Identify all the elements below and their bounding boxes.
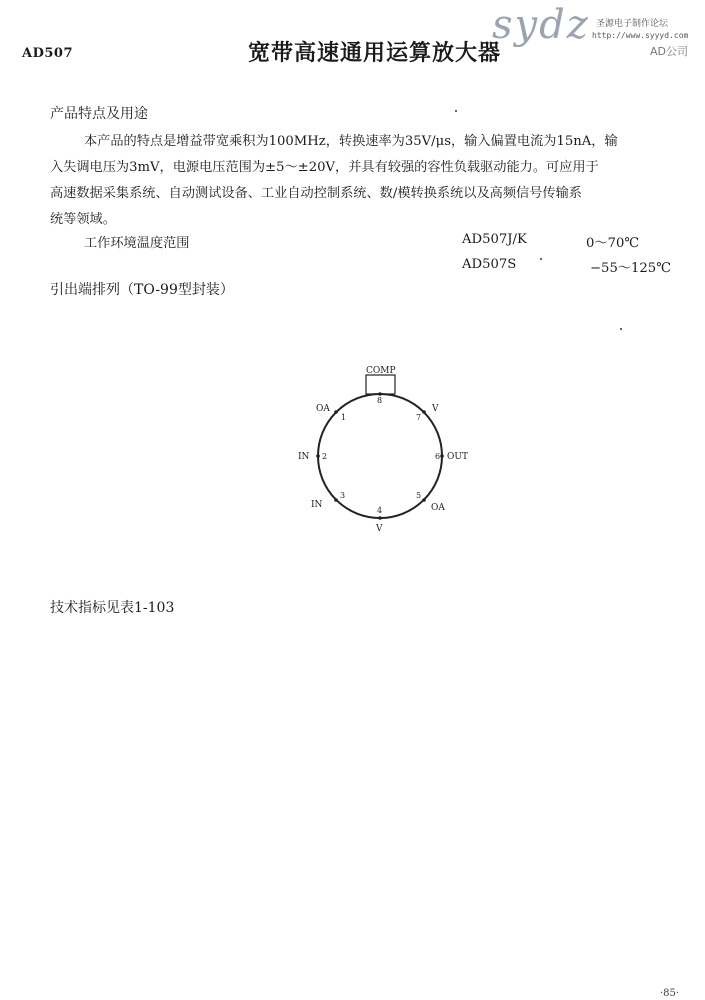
- pin-name-6: OUT: [447, 452, 468, 462]
- spec-reference: 技术指标见表1-103: [50, 600, 175, 616]
- pin-number-1: 1: [341, 413, 347, 422]
- pin-number-4: 4: [377, 506, 383, 515]
- watermark-forum-name: 圣源电子制作论坛: [596, 19, 669, 29]
- scan-speck: [620, 328, 622, 330]
- watermark-url: http://www.syyyd.com: [592, 31, 689, 40]
- features-line: 本产品的特点是增益带宽乘积为100MHz，转换速率为35V/μs，输入偏置电流为15nA，输: [84, 134, 618, 149]
- pin-dot-4: [378, 516, 382, 520]
- scan-speck: [540, 258, 542, 260]
- pin-name-3: IN: [311, 500, 323, 510]
- temperature-model: AD507S: [462, 257, 517, 272]
- page-title: 宽带高速通用运算放大器: [248, 40, 502, 66]
- pin-name-4: V: [376, 524, 383, 534]
- pin-dot-1: [334, 410, 338, 414]
- pin-name-2: IN: [298, 452, 310, 462]
- features-line: 统等领域。: [50, 212, 116, 227]
- temperature-range: −55～125℃: [590, 261, 671, 276]
- pin-name-7: V: [432, 404, 439, 414]
- watermark-company: AD公司: [650, 45, 688, 58]
- page-number: ·85·: [660, 988, 680, 999]
- pin-name-8: COMP: [366, 366, 396, 376]
- pin-dot-6: [440, 454, 444, 458]
- temperature-model: AD507J/K: [462, 232, 527, 247]
- features-heading: 产品特点及用途: [50, 106, 148, 122]
- watermark-logo: sydz: [492, 2, 590, 48]
- pin-number-8: 8: [377, 396, 383, 405]
- pin-name-1: OA: [316, 404, 330, 414]
- temperature-range: 0～70℃: [586, 236, 640, 251]
- comp-tab: [366, 375, 395, 394]
- part-id: AD507: [22, 46, 73, 61]
- pin-dot-3: [334, 498, 338, 502]
- temperature-label: 工作环境温度范围: [84, 236, 190, 251]
- pin-number-6: 6: [435, 452, 441, 461]
- pin-number-5: 5: [416, 491, 422, 500]
- features-line: 入失调电压为3mV，电源电压范围为±5～±20V，并具有较强的容性负载驱动能力。可应用于: [50, 160, 599, 175]
- pin-name-5: OA: [431, 503, 445, 513]
- features-line: 高速数据采集系统、自动测试设备、工业自动控制系统、数/模转换系统以及高频信号传输系: [50, 186, 582, 201]
- scan-speck: [455, 110, 457, 112]
- pinout-heading: 引出端排列（TO-99型封装）: [50, 282, 234, 298]
- pin-dot-7: [422, 410, 426, 414]
- pinout-diagram: [290, 360, 480, 540]
- pin-dot-2: [316, 454, 320, 458]
- pin-number-7: 7: [416, 413, 422, 422]
- pin-dot-5: [422, 498, 426, 502]
- pin-number-3: 3: [340, 491, 346, 500]
- pin-number-2: 2: [322, 452, 328, 461]
